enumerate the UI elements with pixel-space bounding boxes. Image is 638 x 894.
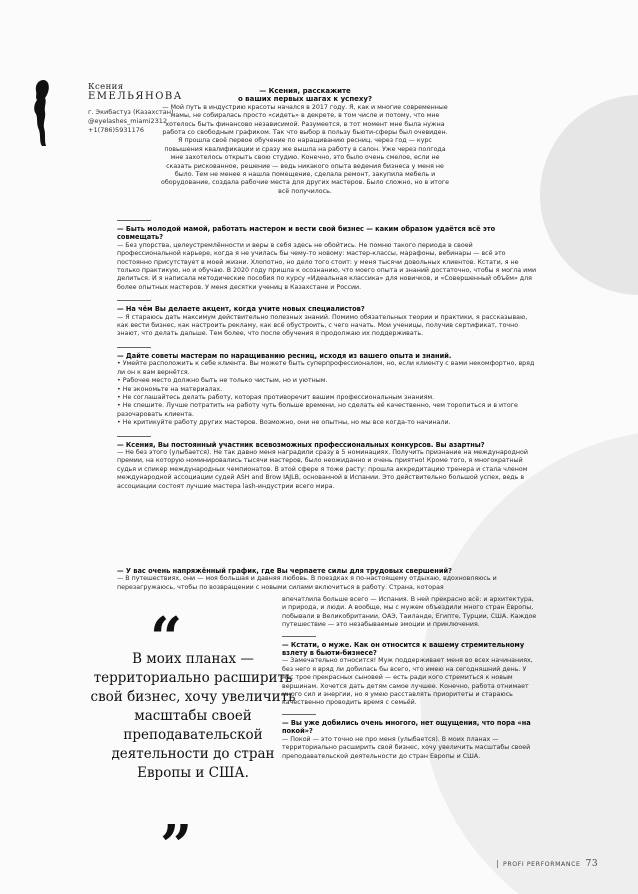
answer-text: — Замечательно относится! Муж поддерживает меня во всех начинаниях, без него я вряд ли добилась бы всего, что имею на сегодняшний день. У нас трое прекрасных сыновей — есть ради кого стремиться к новым вершинам. Хочется дать детям самое лучшее. Конечно, работа отнимает много сил и энергии, но я умею расставлять приоритеты и стараюсь качественно проводить время с семьёй. <box>282 657 533 707</box>
intro-question-line1: — Ксения, расскажите <box>259 87 351 95</box>
qa-block-advice <box>117 347 537 428</box>
intro-answer: — Мой путь в индустрию красоты начался в 2017 году. Я, как и многие современные мамы, не собиралась просто «сидеть» в декрете, в том числе и потому, что мне хотелось быть финансово независимой. Разумеется, в тот момент мне была нужна работа со свободным графиком. Так что выбор в пользу бьюти-сферы был очевиден. Я прошла своё первое обучение по наращиванию ресниц, через год — курс повышения квалификации и сразу же вышла на работу в салон. Уже через полгода мне захотелось открыть свою студию. Конечно, это было очень смелое, если не сказать рискованное, решение — ведь никакого опыта ведения бизнеса у меня не было. Тем не менее я нашла помещение, сделала ремонт, закупила мебель и оборудование, создала рабочие места для других мастеров. Было сложно, но в итоге всё получилось. <box>160 103 449 195</box>
divider <box>282 636 316 637</box>
pull-quote: В моих планах — территориально расширить свой бизнес, хочу увеличить масштабы своей преподавательской деятельности до стран Европы и США. <box>90 651 296 781</box>
author-phone: +1(786)5931176 <box>88 125 145 134</box>
answer-text-start: — В путешествиях, они — моя большая и давняя любовь. В поездках я по-настоящему отдыхаю, вдохновляюсь и перезагружаюсь, чтобы по возвращении с новыми силами включиться в работу. Страна, которая <box>117 575 497 591</box>
question-text: — Дайте советы мастерам по наращиванию ресниц, исходя из вашего опыта и знаний. <box>117 351 452 360</box>
question-text: — Быть молодой мамой, работать мастером и вести свой бизнес — каким образом удаётся всё это совмещать? <box>117 225 496 242</box>
main-column <box>117 220 537 491</box>
schedule-answer-continued <box>282 596 538 630</box>
answer-text: — Без упорства, целеустремлённости и веры в себя здесь не обойтись. Не помню такого периода в своей профессиональной карьере, когда я не училась бы чему-то новому: мастер-классы, марафоны, вебинары — всё это постоянно присутствует в моей жизни. Хлопотно, но дело того стоит: у меня тысячи довольных клиентов. Кстати, я не только практикую, но и обучаю. В 2020 году пришла к осознанию, что моего опыта и знаний достаточно, чтобы я могла ими делиться. И я написала методические пособия по курсу «Идеальная классика» для новичков, и «Совершенный объём» для более опытных мастеров. У меня десятки учениц в Казахстане и России. <box>117 241 537 291</box>
decorative-circle-top <box>540 95 638 295</box>
author-instagram: @eyelashes_miami2312 <box>88 116 168 125</box>
qa-block-combining <box>117 220 537 292</box>
divider <box>117 347 151 348</box>
magazine-name: PROFI PERFORMANCE <box>503 861 581 868</box>
question-text: — Вы уже добились очень многого, нет ощущения, что пора «на покой»? <box>282 718 531 736</box>
divider <box>117 300 151 301</box>
woman-silhouette-icon <box>30 78 52 148</box>
author-city: г. Экибастуз (Казахстан) <box>88 108 174 116</box>
question-text: — На чём Вы делаете акцент, когда учите новых специалистов? <box>117 305 365 314</box>
author-last-name: ЕМЕЛЬЯНОВА <box>88 91 183 102</box>
question-text: — Кстати, о муже. Как он относится к вашему стремительному взлету в бьюти-бизнесе? <box>282 640 525 658</box>
advice-item: • Не спешите. Лучше потратить на работу чуть больше времени, но сделать её качественно, чем торопиться и в итоге разочаровать клиента. <box>117 402 518 418</box>
qa-block-schedule <box>117 567 537 592</box>
author-first-name: Ксения <box>88 82 124 92</box>
divider <box>117 436 151 437</box>
divider <box>117 220 151 221</box>
answer-text: — Я стараюсь дать максимум действительно полезных знаний. Помимо обязательных теории и практики, я рассказываю, как вести бизнес, как настроить рекламу, как всё обустроить, с чего начать. Мои ученицы, получив сертификат, точно знают, что делать дальше. Тем более, что после обучения я продолжаю их поддерживать. <box>117 313 528 338</box>
qa-block-contests <box>117 436 537 491</box>
qa-block-husband <box>282 636 538 708</box>
answer-text: — Покой — это точно не про меня (улыбается). В моих планах — территориально расширить свой бизнес, хочу увеличить масштабы своей преподавательской деятельности до стран Европы и США. <box>282 735 531 760</box>
advice-item: • Не соглашайтесь делать работу, которая противоречит вашим профессиональным знаниям. <box>117 393 435 401</box>
footer-divider <box>497 860 498 868</box>
intro-question-line2: о ваших первых шагах к успеху? <box>237 95 373 104</box>
answer-text: — Не без этого (улыбается). Не так давно меня наградили сразу в 5 номинациях. Получить признание на международной премии, на которую номинировались тысячи мастеров, было неожиданно и очень приятно! Кроме того, я многократный судья и спикер международных чемпионатов. В этой сфере я тоже расту: прошла аккредитацию тренера и стала членом международной ассоциации судей ASH and Brow IAJLB, основанной в Испании. Это действительно большой успех, ведь в ассоциации состоят лучшие мастера lash-индустрии всего мира. <box>117 448 528 490</box>
advice-item: • Рабочее место должно быть не только чистым, но и уютным. <box>117 377 328 385</box>
page-number: 73 <box>585 859 599 869</box>
qa-block-rest <box>282 714 538 761</box>
quote-open-icon: “ <box>150 605 183 671</box>
answer-text-continued: впечатлила больше всего — Испания. В ней прекрасно всё: и архитектура, и природа, и люди. А вообще, мы с мужем объездили много стран Европы, побывали в Великобритании, ОАЭ, Таиланде, Египте, Турции, США. Каждое путешествие — это незабываемые эмоции и приключения. <box>282 596 537 629</box>
advice-item: • Не экономьте на материалах. <box>117 385 223 393</box>
question-text: — Ксения, Вы постоянный участник всевозможных профессиональных конкурсов. Вы азартны? <box>117 440 485 449</box>
question-text: — У вас очень напряжённый график, где Вы черпаете силы для трудовых свершений? <box>117 567 452 575</box>
qa-block-teaching <box>117 300 537 339</box>
page-footer <box>497 859 598 869</box>
intro-section <box>160 87 450 196</box>
right-column <box>282 596 538 761</box>
quote-close-icon: ” <box>160 813 193 879</box>
advice-item: • Не критикуйте работу других мастеров. Возможно, они не опытны, но мы все когда-то начинали. <box>117 419 451 427</box>
advice-item: • Умейте расположить к себе клиента. Вы можете быть суперпрофессионалом, но, если клиенту с вами некомфортно, вряд ли он к вам вернётся. <box>117 360 535 376</box>
